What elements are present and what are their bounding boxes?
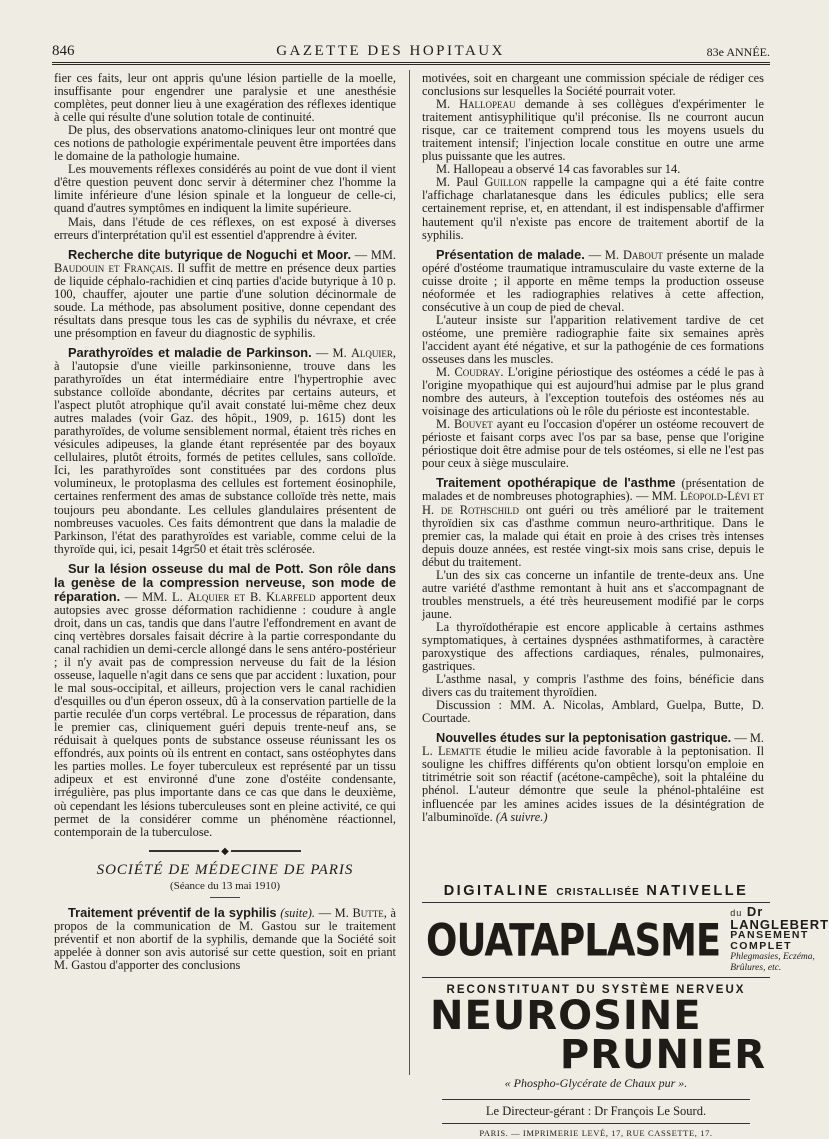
neurosine-logo: NEUROSINE xyxy=(430,993,702,1039)
author-names: Hallopeau xyxy=(459,97,516,112)
langlebert-block xyxy=(730,906,829,974)
text-run: — MM. L. xyxy=(120,589,188,604)
text-run: — M. xyxy=(584,247,623,262)
text-run: M. xyxy=(436,417,455,432)
ad-text: Phlegmasies, Eczéma, Brûlures, etc. xyxy=(730,952,815,973)
journal-year: 83e ANNÉE. xyxy=(706,45,770,59)
paragraph: fier ces faits, leur ont appris qu'une lésion partielle de la moelle, insuffisante pour engendrer une paralysie et une anesthésie complètes, peut donner lieu à une exagération des réflexes identique à celle qui résulte d'une solution totale de continuité. xyxy=(54,71,396,125)
paragraph: L'un des six cas concerne un infantile de trente-deux ans. Une autre variété d'asthme remontant à huit ans et s'accompagnant de troubles menstruels, a été très heureusement modifié par le corps jaune. xyxy=(422,567,764,621)
short-rule xyxy=(210,897,240,898)
text-run: M. Paul xyxy=(436,175,485,190)
section-body: présente un malade opéré d'ostéome traumatique intramusculaire du vaste externe de la cuisse droite ; il apporte en même temps la production osseuse néoformée et les radiographies relatives à cette affection, consécutive à un coup de pied de cheval. xyxy=(422,247,764,314)
section-title: Sur la lésion osseuse du mal de Pott. Son rôle dans la genèse de la compression nerveuse, son mode de réparation. xyxy=(54,560,396,604)
text-run: L'origine périostique des ostéomes a cédé le pas à l'origine myopathique qui est aujourd'hui admise par le plus grand nombre des auteurs, à l'exception toutefois des ostéomes nés au voisinage des articulations où le rôle du périoste est incontestable. xyxy=(422,365,764,419)
text-run: rappelle la campagne qui a été faite contre l'affichage charlatanesque dans les édicules publics; elle sera certainement reprise, et, en attendant, il est indispensable d'affirmer hautement qu'il n'existe pas encore de traitement abortif de la syphilis. xyxy=(422,175,764,242)
section-asthme xyxy=(422,476,764,568)
ad-text: Dr LANGLEBERT xyxy=(730,904,829,932)
author-names: Guillon xyxy=(484,175,527,190)
journal-title: GAZETTE DES HOPITAUX xyxy=(276,43,505,59)
paragraph: L'auteur insiste sur l'apparition relativement tardive de cet ostéome, une première radiographie faite six semaines après l'accident ayant été négative, et sur la pathogénie de ces formations osseuses dans les muscles. xyxy=(422,312,764,366)
paragraph xyxy=(422,176,764,241)
ad-rule xyxy=(422,902,770,903)
paragraph: M. Hallopeau a observé 14 cas favorables sur 14. xyxy=(436,162,681,177)
page-number: 846 xyxy=(52,43,75,59)
ad-ouataplasme xyxy=(422,904,829,974)
ad-text: DIGITALINE xyxy=(443,883,550,899)
text-run: M. xyxy=(436,97,460,112)
author-names: Butte, xyxy=(352,905,387,920)
ornamental-divider: ◆ xyxy=(54,845,396,858)
text-run: — M. xyxy=(311,345,351,360)
section-body: ont guéri ou très amélioré par le traitement thyroïdien six cas d'asthme commun neuro-arthritique. Dans le premier cas, la malade qui était en proie à des crises très intenses depuis douze années, est restée vingt-six mois sans crise, depuis le début du traitement. xyxy=(422,502,764,569)
section-body: à propos de la communication de M. Gastou sur le traitement préventif et non abortif de la syphilis, demande que la Société soit appelée à donner son avis autorisé sur cette question, soit en priant M. Gastou d'apporter des conclusions xyxy=(54,905,396,972)
session-date: (Séance du 13 mai 1910) xyxy=(170,879,280,892)
author-names: Bouvet xyxy=(454,417,493,432)
section-body: à l'autopsie d'une vieille parkinsonienne, trouve dans les parathyroïdes un état intermédiaire entre l'hypertrophie avec substance colloïde abondante, décrites par certains auteurs, et l'aspect plutôt atrophique qu'il avait constaté lui-même chez deux autres malades (voir Gaz. des hôpit., 1909, p. 1615) dont les parathyroïdes, de volume sensiblement normal, étaient très riches en vésicules adipeuses, la glande étant représentée par des boyaux cellulaires, plutôt étroits, formés de petites cellules, sans colloïde. Ici, les parathyroïdes sont constituées par des cordons plus volumineux, le protoplasma des cellules est fortement éosinophile, certaines renferment des amas de substance colloïde très nette, mais toujours peu abondante. Les cellules glandulaires présentent de nombreuses vacuoles. Ces faits démontrent que dans la maladie de Parkinson, l'état des parathyroïdes est variable, comme celui de la thyroïde qui, ici, pesait 14gr50 et était très sclérosée. xyxy=(54,358,396,556)
section-title: Traitement opothérapique de l'asthme xyxy=(436,475,676,491)
paragraph: La thyroïdothérapie est encore applicable à certains asthmes symptomatiques, à certaines dyspnées asthmatiformes, à caractère paroxystique des affections cardiaques, rénales, pulmonaires, gastriques. xyxy=(422,619,764,674)
ad-phospho: « Phospho-Glycérate de Chaux pur ». xyxy=(504,1076,688,1090)
advertisement-block xyxy=(422,883,829,1138)
text-run: ayant eu l'occasion d'opérer un ostéome recouvert de périoste et faisant corps avec l'os par sa base, pense que l'origine périostique doit être admise pour de tels ostéomes, si elle ne l'est pas pour ceux à siège musculaire. xyxy=(422,417,764,471)
text-run: (présentation de malades et de nombreuses photographies). xyxy=(422,476,764,504)
directeur-gerant: Le Directeur-gérant : Dr François Le Sourd. xyxy=(442,1099,750,1124)
society-heading: SOCIÉTÉ DE MÉDECINE DE PARIS xyxy=(96,861,354,878)
section-title: Présentation de malade. xyxy=(436,246,585,262)
right-column xyxy=(422,72,764,824)
author-names: Léopold-Lévi et H. de Rothschild xyxy=(422,489,764,517)
section-syphilis xyxy=(54,906,396,972)
text-run: M. xyxy=(436,365,455,380)
paragraph xyxy=(422,98,764,163)
paragraph: L'asthme nasal, y compris l'asthme des foins, bénéficie dans divers cas du traitement thyroïdien. xyxy=(422,672,764,700)
text-run: — MM. xyxy=(351,247,396,262)
author-names: Coudray. xyxy=(454,365,504,380)
ad-text: CRISTALLISÉE xyxy=(556,887,640,898)
section-butyrique xyxy=(54,248,396,340)
ad-text: PANSEMENT COMPLET xyxy=(730,929,809,952)
ad-text: NATIVELLE xyxy=(646,883,749,899)
paragraph: Mais, dans l'étude de ces réflexes, on est exposé à diverses erreurs d'interprétation qu'il est essentiel d'apprendre à éviter. xyxy=(54,214,396,242)
author-names: Dabout xyxy=(622,247,663,262)
paragraph: De plus, des observations anatomo-cliniques leur ont montré que ces notions de pathologie expérimentale peuvent être importées dans le domaine de la pathologie humaine. xyxy=(54,123,396,164)
author-names: Lematte xyxy=(437,744,482,759)
section-title: Traitement préventif de la syphilis xyxy=(68,904,277,920)
to-be-continued: (A suivre.) xyxy=(495,809,548,824)
ad-reconstituant: RECONSTITUANT DU SYSTÈME NERVEUX xyxy=(446,984,746,996)
column-divider xyxy=(409,70,410,1075)
section-title: Parathyroïdes et maladie de Parkinson. xyxy=(68,344,312,360)
suite-note: (suite). xyxy=(280,905,315,920)
ad-digitaline xyxy=(422,883,770,899)
section-presentation xyxy=(422,248,764,314)
ouataplasme-logo: OUATAPLASME xyxy=(426,914,721,966)
author-names: Baudouin et Français. xyxy=(54,260,174,275)
paragraph: Discussion : MM. A. Nicolas, Amblard, Guelpa, Butte, D. Courtade. xyxy=(422,698,764,726)
section-mal-de-pott xyxy=(54,562,396,839)
section-body: Il suffit de mettre en présence deux parties de liquide céphalo-rachidien et cinq parties d'acide butyrique à 10 p. 100, chauffer, ajouter une partie d'une solution décinormale de soude. La méthode, pas absolument positive, donne cependant des résultats dans presque tous les cas de syphilis du névraxe, et crée une présomption en faveur du diagnostic de syphilis. xyxy=(54,260,396,340)
section-body: étudie le milieu acide favorable à la peptonisation. Il souligne les chiffres différents qu'on obtient lorsqu'on emploie en titrimétrie soit son réactif (acétone-campêche), soit la phtaléine du phénol. L'auteur démontre que seule la phénol-phtaléine est influencée par les amines acides issues de la désintégration de l'albuminoïde. xyxy=(422,744,765,824)
section-body: apportent deux autopsies avec grosse déformation rachidienne : coudure à angle droit, dans un cas, tandis que dans l'autre l'effondrement en avant de cinq vertèbres dorsales faisait décrire à la partie correspondante du canal rachidien un demi-cercle allongé dans le sens antéro-postérieur ; il n'y avait pas de compression nerveuse du fait de la lésion osseuse, laquelle n'agit dans ce sens que par accident : luxation, pour le mal sous-occipital, et ailleurs, projection vers le canal rachidien d'esquilles ou d'un éperon osseux, dû à la conservation partielle de la partie reculée d'un corps vertébral. Le processus de réparation, dans le premier cas, cliniquement guéri depuis trente-neuf ans, se réduisait à quelques ponts de substance osseuse réunissant les os effondrés, aux points où ils entrent en contact, sans ostéophytes dans les parties molles. Le foyer tuberculeux est représenté par un tissu adipeux et est environné d'une zone d'ostéite condensante, irrégulière, pas plus importante dans ce cas que dans le deuxième, où cependant les lésions tuberculeuses sont en pleine activité, ce qui permet de la considérer comme un phénomène réactionnel, contemporain de la tuberculose. xyxy=(54,589,396,839)
text-run: — M. L. xyxy=(422,731,765,759)
author-names: Alquier et B. Klarfeld xyxy=(187,589,316,604)
section-parathyroides xyxy=(54,346,396,556)
header-rule xyxy=(52,62,770,65)
section-peptonisation xyxy=(422,731,764,823)
text-run: — MM. xyxy=(632,489,680,504)
author-names: Alquier, xyxy=(350,345,396,360)
page-header xyxy=(52,30,770,60)
paragraph: Les mouvements réflexes considérés au point de vue dont il vient d'être question peuvent donc servir à déterminer chez l'homme la limite inférieure d'une lésion spinale et la longueur de celle-ci, quand d'autres symptômes en indiquent la limite supérieure. xyxy=(54,162,396,216)
prunier-logo: PRUNIER xyxy=(559,1032,766,1078)
section-title: Recherche dite butyrique de Noguchi et Moor. xyxy=(68,246,352,262)
text-run: — M. xyxy=(314,905,353,920)
paragraph xyxy=(422,418,764,470)
text-run: demande à ses collègues d'expérimenter le traitement antisyphilitique qu'il préconise. Ils ne courront aucun risque, car ce traitement comprend tous les moyens usuels du traitement intensif; l'injection locale constitue en outre une arme plus puissante que les autres. xyxy=(422,97,764,164)
paragraph: motivées, soit en chargeant une commission spéciale de rédiger ces conclusions sur lesquelles la Société pourrait voter. xyxy=(422,71,764,99)
section-title: Nouvelles études sur la peptonisation gastrique. xyxy=(436,730,732,746)
ad-rule xyxy=(422,977,770,978)
printer-line: PARIS. — IMPRIMERIE LEVÉ, 17, RUE CASSETTE, 17. xyxy=(479,1128,713,1138)
left-column xyxy=(54,72,396,972)
ad-text: du xyxy=(730,908,743,918)
paragraph xyxy=(422,366,764,418)
